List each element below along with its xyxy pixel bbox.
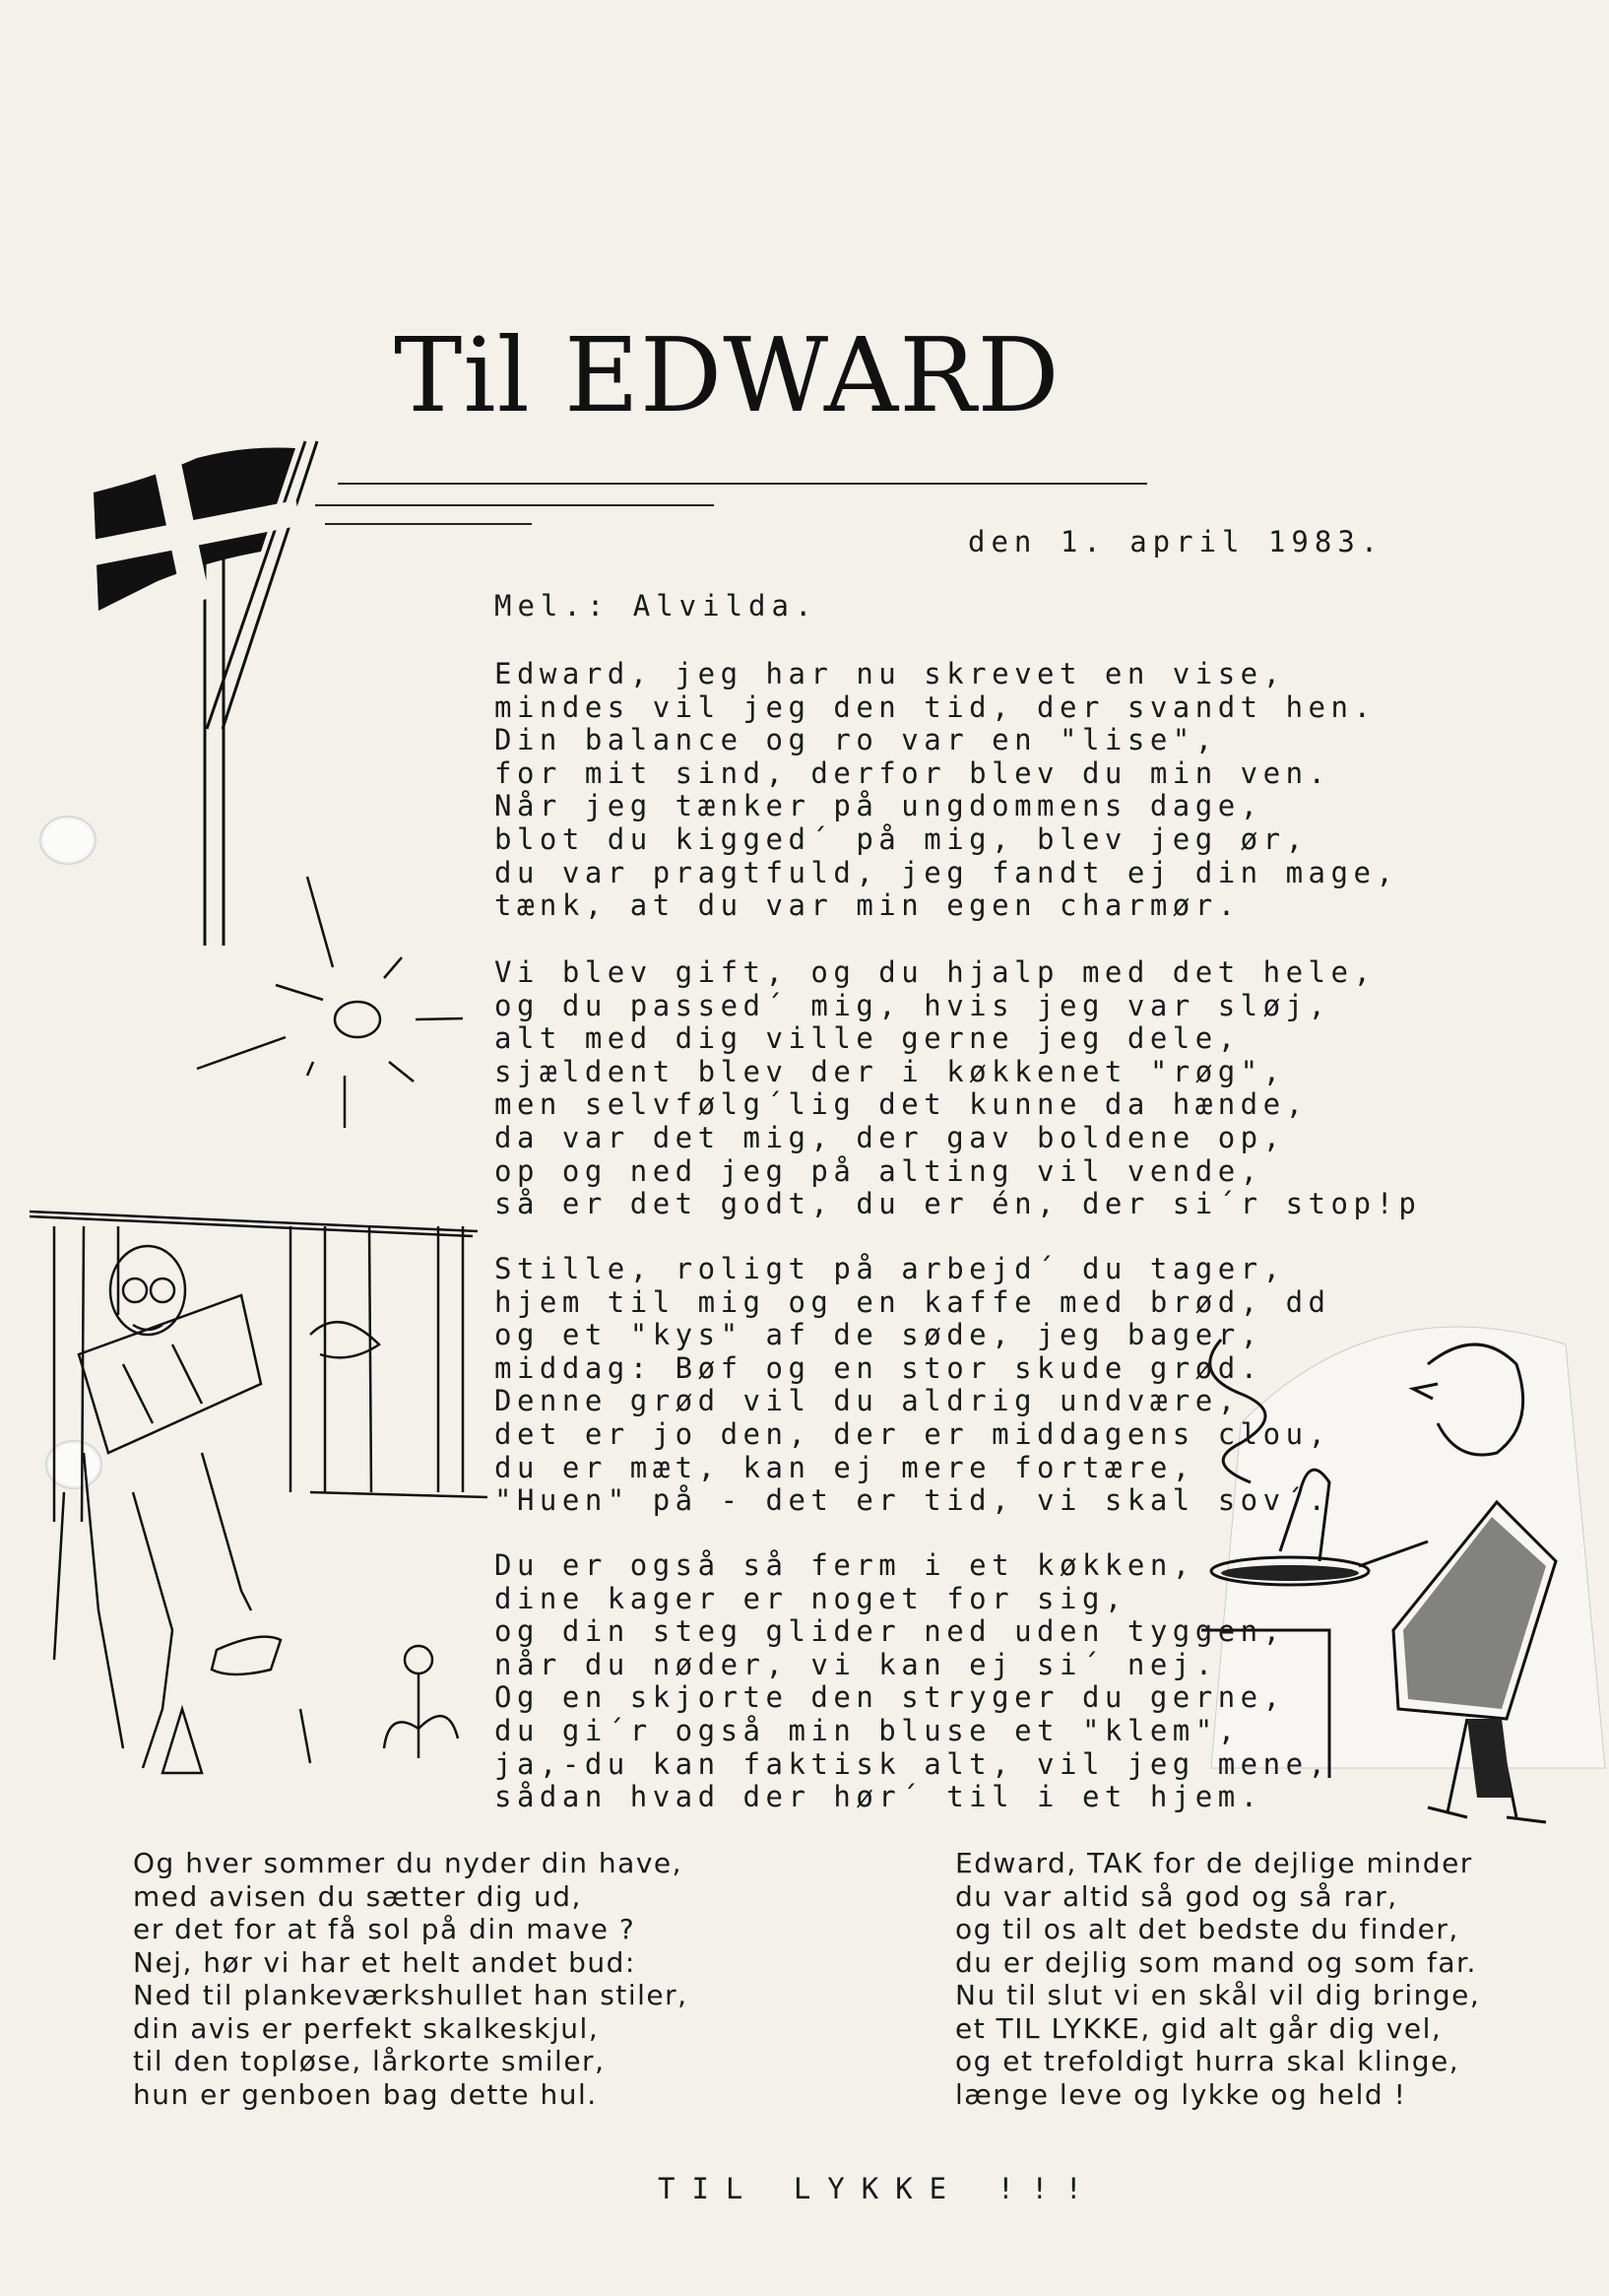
man-reading-newspaper-illustration (25, 1197, 487, 1788)
verse-line: Vi blev gift, og du hjalp med det hele, (494, 955, 1377, 989)
verse-line: og et "kys" af de søde, jeg bager, (494, 1318, 1263, 1352)
page-title: Til EDWARD (394, 315, 1061, 435)
verse-line: et TIL LYKKE, gid alt går dig vel, (955, 2011, 1443, 2045)
verse-line: mindes vil jeg den tid, der svandt hen. (494, 689, 1377, 724)
verse-bottom-right (955, 1847, 1480, 2111)
verse-line: dine kager er noget for sig, (494, 1581, 1127, 1615)
verse-line: så er det godt, du er én, der si´r stop!p (494, 1187, 1422, 1221)
verse-line: alt med dig ville gerne jeg dele, (494, 1021, 1241, 1056)
verse-line: ja,-du kan faktisk alt, vil jeg mene, (494, 1746, 1331, 1781)
verse-line: og til os alt det bedste du finder, (955, 1913, 1459, 1945)
title-rule-2 (315, 504, 714, 506)
verse-line: for mit sind, derfor blev du min ven. (494, 755, 1331, 790)
verse-3 (494, 1253, 1331, 1518)
verse-line: med avisen du sætter dig ud, (133, 1879, 582, 1913)
verse-line: hjem til mig og en kaffe med brød, dd (494, 1284, 1331, 1319)
verse-line: du gi´r også min bluse et "klem", (494, 1713, 1241, 1747)
verse-line: Din balance og ro var en "lise", (494, 723, 1218, 757)
verse-line: er det for at få sol på din mave ? (133, 1913, 636, 1945)
verse-line: Du er også så ferm i et køkken, (494, 1548, 1195, 1582)
verse-1 (494, 658, 1398, 923)
verse-line: "Huen" på - det er tid, vi skal sov´. (494, 1483, 1331, 1518)
verse-line: tænk, at du var min egen charmør. (494, 888, 1241, 923)
verse-line: op og ned jeg på alting vil vende, (494, 1153, 1263, 1188)
verse-line: Når jeg tænker på ungdommens dage, (494, 789, 1263, 823)
verse-line: du er dejlig som mand og som far. (955, 1945, 1477, 1979)
title-rule-1 (338, 483, 1147, 485)
verse-line: og du passed´ mig, hvis jeg var sløj, (494, 988, 1331, 1022)
title-rule-3 (325, 523, 532, 525)
verse-line: Nu til slut vi en skål vil dig bringe, (955, 1979, 1481, 2011)
sun-icon (197, 867, 433, 1162)
verse-line: men selvfølg´lig det kunne da hænde, (494, 1087, 1309, 1122)
verse-line: du er mæt, kan ej mere fortære, (494, 1450, 1195, 1484)
verse-line: det er jo den, der er middagens clou, (494, 1416, 1331, 1451)
verse-line: når du nøder, vi kan ej si´ nej. (494, 1647, 1218, 1681)
verse-line: hun er genboen bag dette hul. (133, 2077, 598, 2111)
verse-2 (494, 956, 1421, 1221)
verse-line: sådan hvad der hør´ til i et hjem. (494, 1780, 1263, 1814)
closing-line: TIL LYKKE !!! (658, 2172, 1099, 2205)
date-line: den 1. april 1983. (968, 525, 1384, 558)
verse-line: din avis er perfekt skalkeskjul, (133, 2011, 600, 2045)
verse-line: Denne grød vil du aldrig undvære, (494, 1384, 1241, 1418)
verse-line: da var det mig, der gav boldene op, (494, 1120, 1286, 1154)
verse-line: du var pragtfuld, jeg fandt ej din mage, (494, 855, 1399, 889)
verse-line: til den topløse, lårkorte smiler, (133, 2045, 606, 2077)
verse-line: og din steg glider ned uden tyggen, (494, 1614, 1286, 1649)
verse-line: Og en skjorte den stryger du gerne, (494, 1680, 1286, 1715)
verse-line: Nej, hør vi har et helt andet bud: (133, 1945, 636, 1979)
verse-4 (494, 1549, 1331, 1814)
verse-line: Stille, roligt på arbejd´ du tager, (494, 1252, 1286, 1285)
verse-line: blot du kigged´ på mig, blev jeg ør, (494, 821, 1309, 856)
verse-line: Edward, TAK for de dejlige minder (955, 1847, 1473, 1879)
melody-line: Mel.: Alvilda. (494, 589, 818, 623)
verse-line: og et trefoldigt hurra skal klinge, (955, 2045, 1460, 2077)
verse-line: middag: Bøf og en stor skude grød. (494, 1350, 1263, 1385)
verse-bottom-left (133, 1847, 688, 2111)
verse-line: Og hver sommer du nyder din have, (133, 1847, 683, 1879)
verse-line: længe leve og lykke og held ! (955, 2077, 1407, 2111)
verse-line: Edward, jeg har nu skrevet en vise, (494, 657, 1286, 690)
verse-line: Ned til plankeværkshullet han stiler, (133, 1979, 688, 2011)
verse-line: du var altid så god og så rar, (955, 1879, 1398, 1913)
verse-line: sjældent blev der i køkkenet "røg", (494, 1054, 1286, 1088)
